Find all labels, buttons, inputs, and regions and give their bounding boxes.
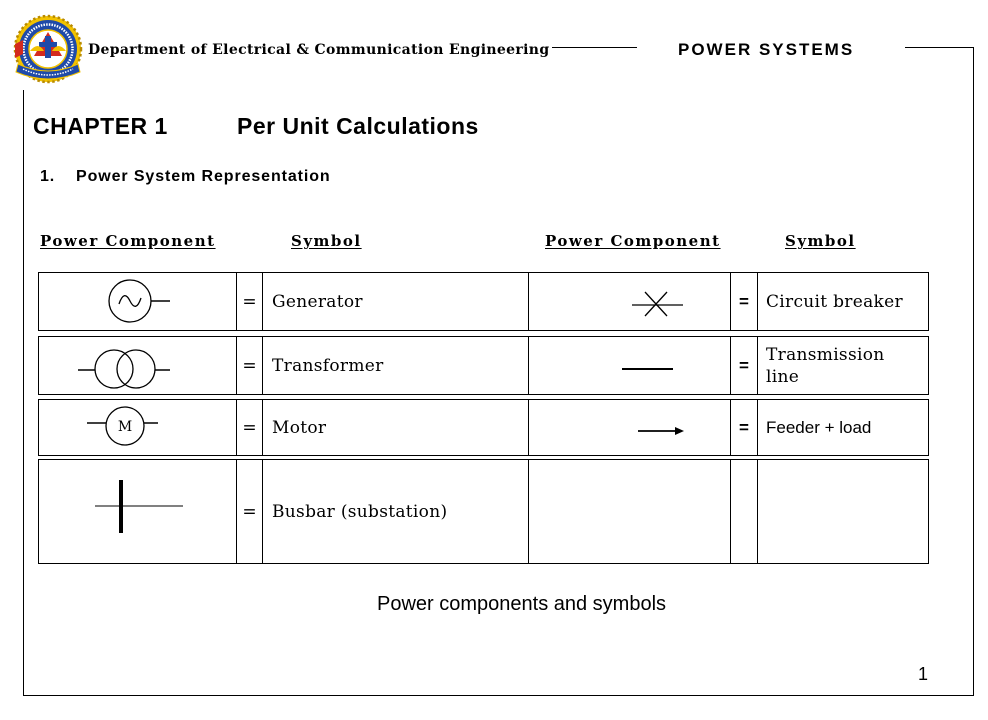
empty-component-name-cell — [758, 460, 928, 563]
header-rule-left — [552, 47, 637, 48]
component-name-cell — [263, 400, 529, 455]
figure-caption: Power components and symbols — [377, 593, 667, 615]
symbol-cell — [39, 273, 237, 330]
chapter-title: Per Unit Calculations — [237, 113, 479, 139]
equals-sign: = — [731, 400, 758, 455]
component-name-cell — [263, 337, 529, 394]
equals-sign: = — [237, 337, 263, 394]
empty-equals-cell — [731, 460, 758, 563]
component-name: Motor — [272, 417, 327, 438]
component-name: Transformer — [272, 355, 384, 376]
component-name: Feeder + load — [766, 417, 872, 437]
symbol-cell — [39, 460, 237, 563]
symbol-cell — [39, 400, 237, 455]
column-header-component: Power Component — [545, 232, 721, 250]
symbol-cell — [529, 273, 731, 330]
transformer-icon — [39, 337, 236, 394]
course-title: POWER SYSTEMS — [678, 40, 855, 59]
component-name-cell — [758, 273, 928, 330]
university-seal-icon — [13, 14, 83, 86]
motor-label: M — [117, 419, 133, 435]
symbol-cell — [39, 337, 237, 394]
column-header-symbol: Symbol — [785, 232, 856, 250]
section-number: 1. — [40, 168, 56, 185]
equals-sign: = — [731, 337, 758, 394]
motor-icon — [39, 400, 236, 455]
component-name: Transmission line — [766, 344, 885, 387]
table-row — [38, 459, 929, 564]
generator-sine-wave — [119, 296, 141, 307]
equals-sign: = — [237, 460, 263, 563]
logo-cross-horizontal — [39, 42, 57, 47]
header-rule-right — [905, 47, 974, 48]
component-name: Circuit breaker — [766, 291, 903, 312]
transmission-line-icon — [529, 337, 730, 394]
feeder-load-arrow-icon — [529, 400, 730, 455]
component-name-cell — [758, 400, 928, 455]
component-name-cell — [263, 460, 529, 563]
component-name: Generator — [272, 291, 363, 312]
symbol-cell — [529, 337, 731, 394]
component-name: Busbar (substation) — [272, 501, 448, 522]
table-row — [38, 399, 929, 456]
column-header-component: Power Component — [40, 232, 216, 250]
component-name-cell — [263, 273, 529, 330]
table-row — [38, 336, 929, 395]
equals-sign: = — [731, 273, 758, 330]
department-name: Department of Electrical & Communication Engineering — [88, 42, 550, 58]
column-header-symbol: Symbol — [291, 232, 362, 250]
busbar-icon — [39, 460, 236, 563]
table-row — [38, 272, 929, 331]
frame-bottom-border — [23, 695, 974, 696]
transformer-winding-secondary — [117, 350, 155, 388]
transformer-winding-primary — [95, 350, 133, 388]
frame-left-border — [23, 90, 24, 696]
page-number: 1 — [918, 664, 929, 684]
component-name-cell — [758, 337, 928, 394]
symbol-cell — [529, 400, 731, 455]
chapter-number: CHAPTER 1 — [33, 113, 168, 139]
section-title: Power System Representation — [76, 168, 331, 185]
circuit-breaker-icon — [529, 273, 730, 330]
feeder-arrow-head — [675, 427, 684, 435]
generator-icon — [39, 273, 236, 330]
empty-symbol-cell — [529, 460, 731, 563]
equals-sign: = — [237, 273, 263, 330]
equals-sign: = — [237, 400, 263, 455]
frame-right-border — [973, 47, 974, 696]
